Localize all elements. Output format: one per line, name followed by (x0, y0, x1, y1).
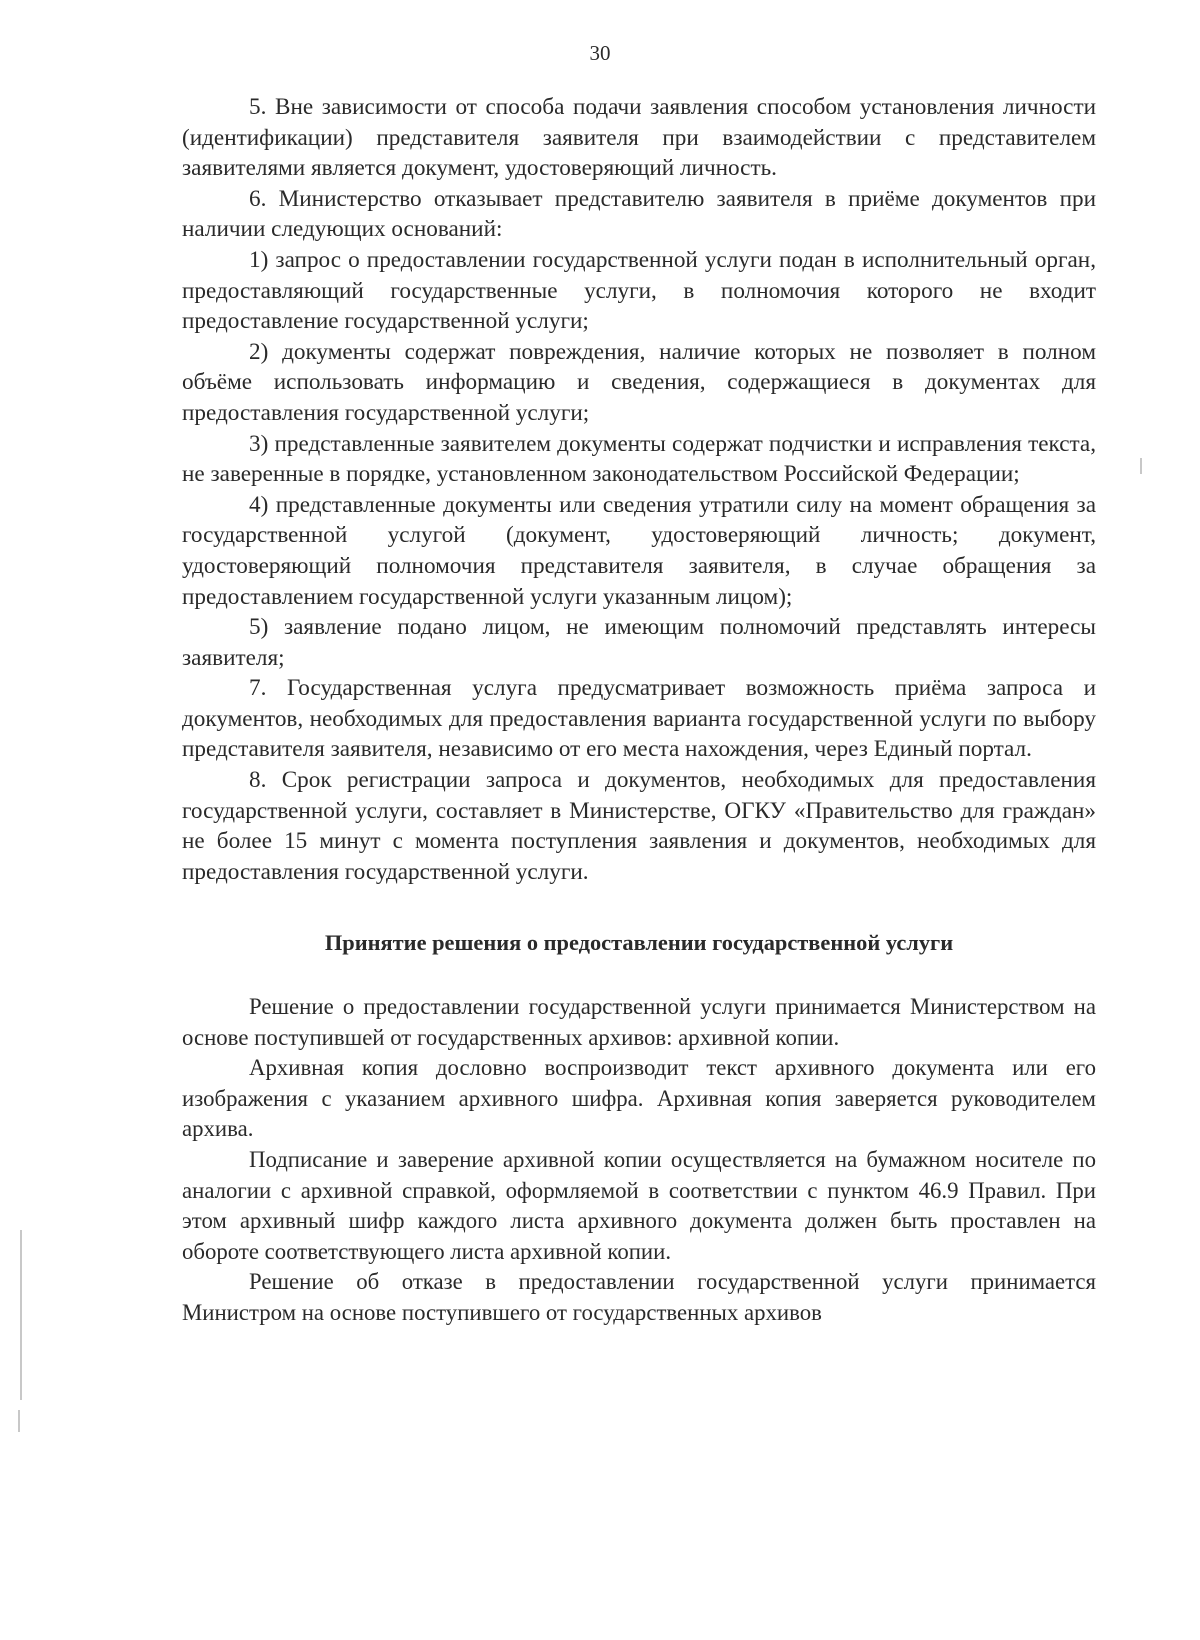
paragraph-decision: Решение о предоставлении государственной услуги принимается Министерством на основе поступившей от государственных архивов: архивной копии. (182, 994, 1096, 1050)
paragraph-6: 6. Министерство отказывает представителю заявителя в приёме документов при наличии следующих оснований: (182, 185, 1096, 243)
scan-edge-mark (18, 1410, 20, 1432)
page-number: 30 (589, 41, 611, 65)
section-bottom (182, 992, 1096, 1329)
paragraph-5: 5. Вне зависимости от способа подачи заявления способом установления личности (идентификации) представителя заявителя при взаимодействии с представителем заявителями является документ, удостоверяющий личность. (182, 94, 1096, 182)
list-item-4: 4) представленные документы или сведения утратили силу на момент обращения за государственной услугой (документ, удостоверяющий личность; документ, удостоверяющий полномочия представителя заявителя, в случае обращения за предоставлением государственной услуги указанным лицом); (182, 491, 1096, 610)
paragraph-8: 8. Срок регистрации запроса и документов, необходимых для предоставления государственной услуги, составляет в Министерстве, ОГКУ «Правительство для граждан» не более 15 минут с момента поступления заявления и документов, необходимых для предоставления государственной услуги. (182, 767, 1096, 885)
list-item-3: 3) представленные заявителем документы содержат подчистки и исправления текста, не заверенные в порядке, установленном законодательством Российской Федерации; (182, 430, 1096, 488)
section-heading: Принятие решения о предоставлении государственной услуги (324, 930, 954, 956)
paragraph-7: 7. Государственная услуга предусматривает возможность приёма запроса и документов, необходимых для предоставления варианта государственной услуги по выбору представителя заявителя, независимо от его места нахождения, через Единый портал. (182, 675, 1096, 763)
section-top (182, 92, 1096, 887)
paragraph-archive-copy: Архивная копия дословно воспроизводит текст архивного документа или его изображения с указанием архивного шифра. Архивная копия заверяется руководителем архива. (182, 1055, 1096, 1142)
document-body (182, 92, 1096, 1329)
paragraph-refusal: Решение об отказе в предоставлении государственной услуги принимается Министром на основе поступившего от государственных архивов (182, 1269, 1096, 1325)
list-item-2: 2) документы содержат повреждения, наличие которых не позволяет в полном объёме использовать информацию и сведения, содержащиеся в документах для предоставления государственной услуги; (182, 338, 1096, 426)
paragraph-signing: Подписание и заверение архивной копии осуществляется на бумажном носителе по аналогии с архивной справкой, оформляемой в соответствии с пунктом 46.9 Правил. При этом архивный шифр каждого листа архивного документа должен быть проставлен на обороте соответствующего листа архивной копии. (182, 1147, 1096, 1264)
list-item-5: 5) заявление подано лицом, не имеющим полномочий представлять интересы заявителя; (182, 614, 1096, 671)
scan-edge-mark (1140, 458, 1142, 474)
scan-edge-mark (20, 1230, 22, 1400)
list-item-1: 1) запрос о предоставлении государственной услуги подан в исполнительный орган, предоставляющий государственные услуги, в полномочия которого не входит предоставление государственной услуги; (182, 246, 1096, 335)
